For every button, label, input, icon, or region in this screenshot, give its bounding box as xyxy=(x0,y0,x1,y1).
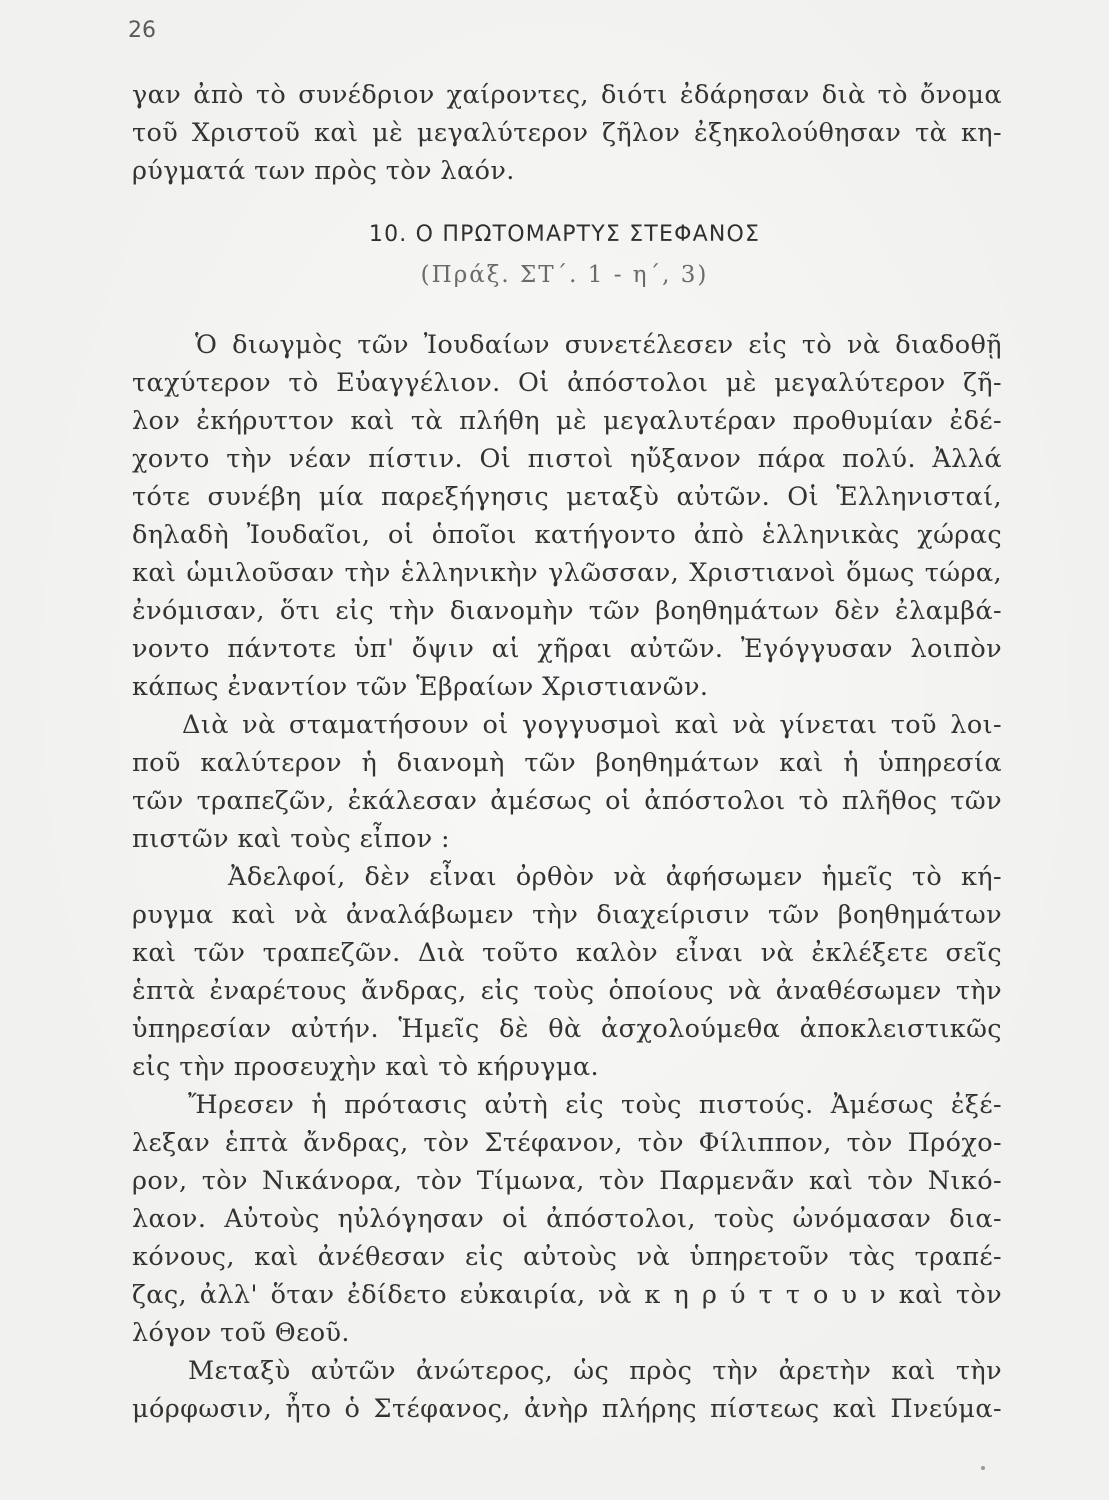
text-line: ρυγμα καὶ νὰ ἀναλάβωμεν τὴν διαχείρισιν τῶν βοηθημάτων xyxy=(132,900,1002,930)
text-line: λόγον τοῦ Θεοῦ. xyxy=(132,1318,350,1348)
text-line: Ὁ διωγμὸς τῶν Ἰουδαίων συνετέλεσεν εἰς τὸ νὰ διαδοθῇ xyxy=(195,330,1002,360)
text-line: Ἤρεσεν ἡ πρότασις αὐτὴ εἰς τοὺς πιστούς. Ἀμέσως ἐξέ- xyxy=(188,1090,1002,1120)
scan-speck xyxy=(981,1466,985,1470)
text-line: χοντο τὴν νέαν πίστιν. Οἱ πιστοὶ ηὔξανον πάρα πολύ. Ἀλλά xyxy=(132,444,1002,474)
text-line: ἐνόμισαν, ὅτι εἰς τὴν διανομὴν τῶν βοηθημάτων δὲν ἐλαμβά- xyxy=(132,596,1002,626)
text-line: νοντο πάντοτε ὑπ' ὄψιν αἱ χῆραι αὐτῶν. Ἐγόγγυσαν λοιπὸν xyxy=(132,634,1002,664)
text-line: δηλαδὴ Ἰουδαῖοι, οἱ ὁποῖοι κατήγοντο ἀπὸ ἑλληνικὰς χώρας xyxy=(132,520,1002,550)
text-line: ἑπτὰ ἐναρέτους ἄνδρας, εἰς τοὺς ὁποίους νὰ ἀναθέσωμεν τὴν xyxy=(132,976,1002,1006)
text-line: ταχύτερον τὸ Εὐαγγέλιον. Οἱ ἀπόστολοι μὲ μεγαλύτερον ζῆ- xyxy=(132,368,1002,398)
text-line: τότε συνέβη μία παρεξήγησις μεταξὺ αὐτῶν. Οἱ Ἑλληνισταί, xyxy=(132,482,1002,512)
text-line: κάπως ἐναντίον τῶν Ἑβραίων Χριστιανῶν. xyxy=(132,672,709,702)
text-line: καὶ τῶν τραπεζῶν. Διὰ τοῦτο καλὸν εἶναι νὰ ἐκλέξετε σεῖς xyxy=(132,938,1002,968)
page-number: 26 xyxy=(128,18,156,43)
text-line: λον ἐκήρυττον καὶ τὰ πλήθη μὲ μεγαλυτέραν προθυμίαν ἐδέ- xyxy=(132,406,1002,436)
text-line: καὶ ὡμιλοῦσαν τὴν ἑλληνικὴν γλῶσσαν, Χριστιανοὶ ὅμως τώρα, xyxy=(132,558,1002,588)
text-line: ποῦ καλύτερον ἡ διανομὴ τῶν βοηθημάτων καὶ ἡ ὑπηρεσία xyxy=(132,748,1002,778)
text-line: πιστῶν καὶ τοὺς εἶπον : xyxy=(132,824,451,854)
text-line: κόνους, καὶ ἀνέθεσαν εἰς αὐτοὺς νὰ ὑπηρετοῦν τὰς τραπέ- xyxy=(132,1242,1002,1272)
chapter-reference: (Πράξ. ΣΤ΄. 1 - η΄, 3) xyxy=(420,262,709,288)
text-line: εἰς τὴν προσευχὴν καὶ τὸ κήρυγμα. xyxy=(132,1052,600,1082)
text-line: τοῦ Χριστοῦ καὶ μὲ μεγαλύτερον ζῆλον ἐξηκολούθησαν τὰ κη- xyxy=(132,118,1002,148)
text-line: Διὰ νὰ σταματήσουν οἱ γογγυσμοὶ καὶ νὰ γίνεται τοῦ λοι- xyxy=(182,710,1002,740)
text-line: Μεταξὺ αὐτῶν ἀνώτερος, ὡς πρὸς τὴν ἀρετὴν καὶ τὴν xyxy=(188,1356,1002,1386)
text-line: λαον. Αὐτοὺς ηὐλόγησαν οἱ ἀπόστολοι, τοὺς ὠνόμασαν δια- xyxy=(132,1204,1002,1234)
text-line: Ἀδελφοί, δὲν εἶναι ὀρθὸν νὰ ἀφήσωμεν ἡμεῖς τὸ κή- xyxy=(228,862,1002,892)
text-line: γαν ἀπὸ τὸ συνέδριον χαίροντες, διότι ἐδάρησαν διὰ τὸ ὄνομα xyxy=(132,80,1002,110)
text-line: ὑπηρεσίαν αὐτήν. Ἡμεῖς δὲ θὰ ἀσχολούμεθα ἀποκλειστικῶς xyxy=(132,1014,1002,1044)
text-line: λεξαν ἑπτὰ ἄνδρας, τὸν Στέφανον, τὸν Φίλιππον, τὸν Πρόχο- xyxy=(132,1128,1002,1158)
text-line: ρύγματά των πρὸς τὸν λαόν. xyxy=(132,156,515,186)
chapter-title: 10. Ο ΠΡΩΤΟΜΑΡΤΥΣ ΣΤΕΦΑΝΟΣ xyxy=(368,222,761,247)
text-line: μόρφωσιν, ἦτο ὁ Στέφανος, ἀνὴρ πλήρης πίστεως καὶ Πνεύμα- xyxy=(132,1394,1002,1424)
text-line: ρον, τὸν Νικάνορα, τὸν Τίμωνα, τὸν Παρμενᾶν καὶ τὸν Νικό- xyxy=(132,1166,1002,1196)
text-line: τῶν τραπεζῶν, ἐκάλεσαν ἀμέσως οἱ ἀπόστολοι τὸ πλῆθος τῶν xyxy=(132,786,1002,816)
text-line: ζας, ἀλλ' ὅταν ἐδίδετο εὐκαιρία, νὰ κ η ρ ύ τ τ ο υ ν καὶ τὸν xyxy=(132,1280,1002,1310)
